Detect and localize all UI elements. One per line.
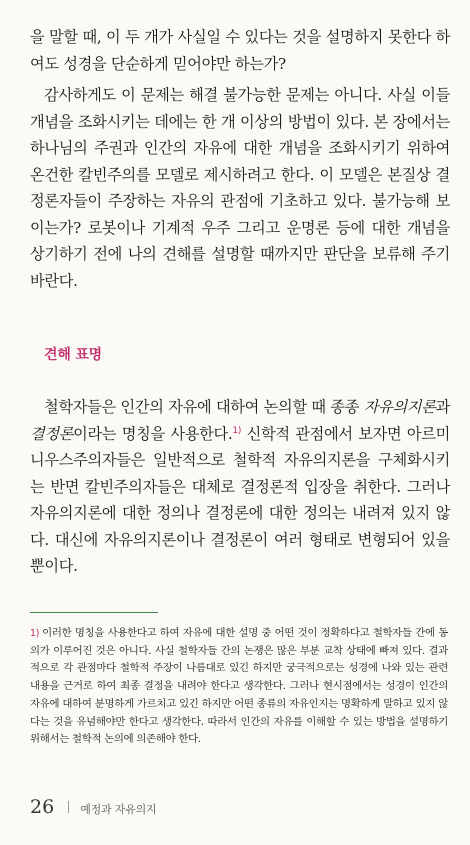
term-libertarianism: 자유의지론: [363, 398, 436, 416]
footnote: [30, 625, 448, 749]
section-heading: 견해 표명: [44, 347, 102, 363]
footer-divider: [68, 801, 69, 813]
paragraph-resolution: 감사하게도 이 문제는 해결 불가능한 문제는 아니다. 사실 이들 개념을 조화시키는 데에는 한 개 이상의 방법이 있다. 본 장에서는 하나님의 주권과 인간의 자유에 대한 개념을 조화시키기 위하여 온건한 칼빈주의를 모델로 제시하려고 한다. 이 모델은 본질상 결정론자들이 주장하는 자유의 관점에 기초하고 있다. 불가능해 보이는가? 로봇이나 기계적 우주 그리고 운명론 등에 대한 개념을 상기하기 전에 나의 견해를 설명할 때까지만 판단을 보류해 주기 바란다.: [30, 86, 450, 290]
footnote-marker: 1): [30, 628, 40, 639]
footnote-reference[interactable]: 1): [232, 425, 242, 436]
paragraph-continuation: 을 말할 때, 이 두 개가 사실일 수 있다는 것을 설명하지 못한다 하여도 성경을 단순하게 믿어야만 하는가?: [30, 28, 450, 73]
running-title: 예정과 자유의지: [80, 803, 157, 816]
paragraph-philosophers: [30, 394, 450, 580]
footnote-text: 이러한 명칭을 사용한다고 하여 자유에 대한 설명 중 어떤 것이 정확하다고 철학자들 간에 동의가 이루어진 것은 아니다. 사실 철학자들 간의 논쟁은 많은 부분 교착 상태에 빠져 있다. 결과적으로 각 관점마다 철학적 주장이 나름대로 있긴 하지만 궁극적으로는 성경에 나와 있는 관련 내용을 근거로 하여 최종 결정을 내려야 한다고 생각한다. 그러나 현시점에서는 성경이 인간의 자유에 대하여 분명하게 가르치고 있긴 하지만 어떤 종류의 자유인지는 명확하게 말하고 있지 않다는 것을 유념해야만 한다고 생각한다. 따라서 인간의 자유를 이해할 수 있는 방법을 설명하기 위해서는 철학적 논의에 의존해야 한다.: [30, 627, 448, 746]
term-determinism: 결정론: [30, 424, 74, 443]
paragraph-text-segment: 신학적 관점에서 보자면 아르미니우스주의자들은 일반적으로 철학적 자유의지론을 구체화시키는 반면 칼빈주의자들은 대체로 결정론적 입장을 취한다. 그러나 자유의지론에 대한 정의나 결정론에 대한 정의는 내려져 있지 않다. 대신에 자유의지론이나 결정론이 여러 형태로 변형되어 있을 뿐이다.: [30, 424, 450, 575]
paragraph-text-segment: 과: [435, 398, 450, 416]
paragraph-text-segment: 이라는 명칭을 사용한다.: [73, 424, 233, 443]
footnote-divider: [30, 612, 158, 613]
page-number: 26: [30, 796, 55, 818]
page-footer: [30, 796, 156, 818]
paragraph-text-segment: 철학자들은 인간의 자유에 대하여 논의할 때 종종: [44, 398, 364, 416]
